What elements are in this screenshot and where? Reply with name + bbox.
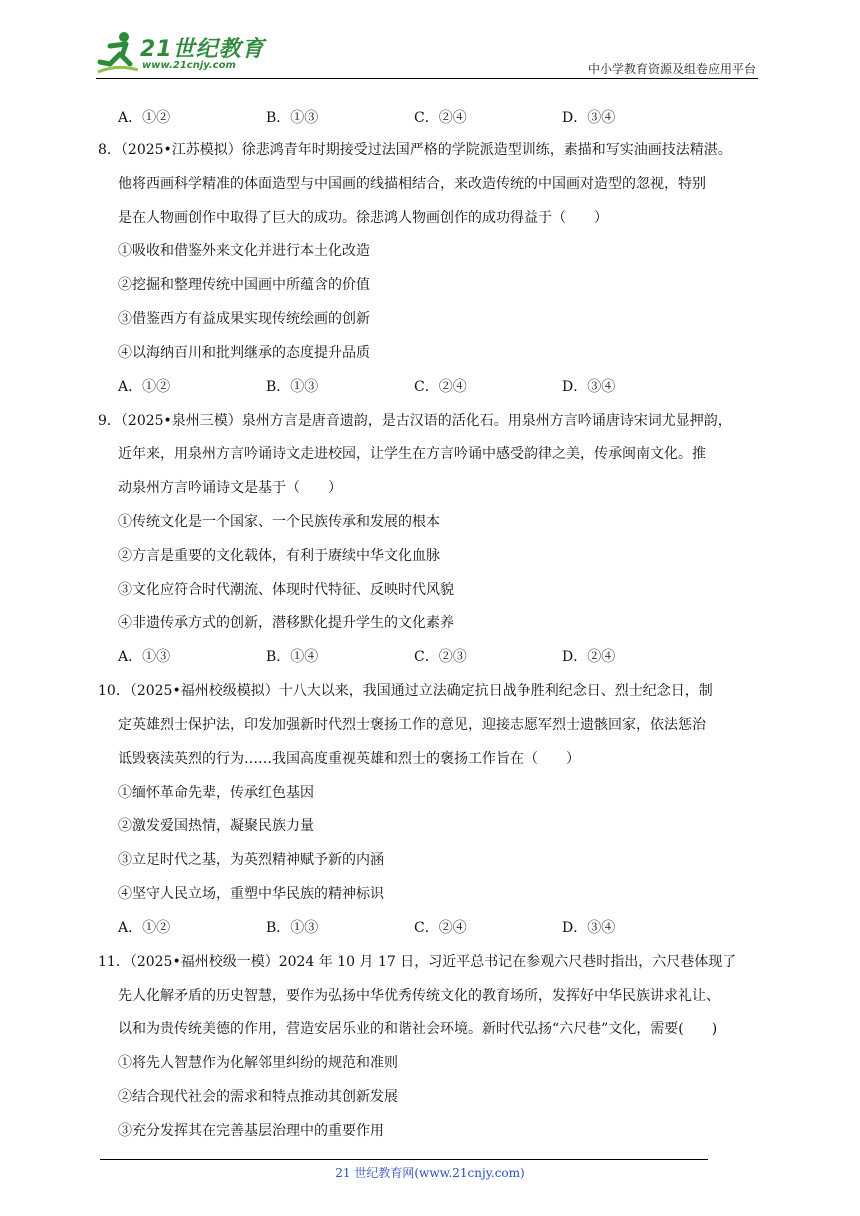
footer-link[interactable]: 21 世纪教育网(www.21cnjy.com) xyxy=(335,1166,525,1180)
statement-item: ②结合现代社会的需求和特点推动其创新发展 xyxy=(118,1088,398,1105)
statement-item: ④以海纳百川和批判继承的态度提升品质 xyxy=(118,344,370,361)
question-11 xyxy=(98,946,762,1149)
question-stem-line: 9．（2025•泉州三模）泉州方言是唐音遗韵，是古汉语的活化石。用泉州方言吟诵唐诗宋词尤显押韵， xyxy=(98,412,732,429)
answer-options xyxy=(98,371,762,405)
option-b: B．①④ xyxy=(266,649,319,666)
question-stem-line: 先人化解矛盾的历史智慧，要作为弘扬中华优秀传统文化的教育场所，发挥好中华民族讲求礼让、 xyxy=(118,987,720,1004)
question-stem-line: 以和为贵传统美德的作用，营造安居乐业的和谐社会环境。新时代弘扬“六尺巷”文化，需要( ) xyxy=(118,1021,718,1038)
statement-item: ②方言是重要的文化载体，有利于赓续中华文化血脉 xyxy=(118,547,440,564)
option-c: C．②④ xyxy=(414,110,467,126)
platform-name: 中小学教育资源及组卷应用平台 xyxy=(587,62,756,76)
header-divider xyxy=(96,78,758,79)
statement-item: ②激发爱国热情，凝聚民族力量 xyxy=(118,818,314,835)
question-stem-line: 11．（2025•福州校级一模）2024 年 10 月 17 日，习近平总书记在参观六尺巷时指出，六尺巷体现了 xyxy=(98,953,737,970)
statement-item: ①缅怀革命先辈，传承红色基因 xyxy=(118,784,314,801)
option-c: C．②③ xyxy=(414,649,467,666)
statement-item: ③借鉴西方有益成果实现传统绘画的创新 xyxy=(118,310,370,327)
running-person-icon xyxy=(96,30,140,76)
statement-item: ①传统文化是一个国家、一个民族传承和发展的根本 xyxy=(118,513,440,530)
option-d: D．③④ xyxy=(562,378,616,395)
option-b: B．①③ xyxy=(266,378,319,395)
question-list xyxy=(98,100,762,1149)
logo-url: www.21cnjy.com xyxy=(142,60,236,71)
question-stem-line: 定英雄烈士保护法，印发加强新时代烈士褒扬工作的意见，迎接志愿军烈士遗骸回家，依法惩治 xyxy=(118,716,706,733)
previous-question-options xyxy=(98,100,762,134)
question-9 xyxy=(98,405,762,676)
statement-item: ①将先人智慧作为化解邻里纠纷的规范和准则 xyxy=(118,1055,398,1072)
question-stem-line: 动泉州方言吟诵诗文是基于（ ） xyxy=(118,480,342,497)
option-c: C．②④ xyxy=(414,378,467,395)
option-d: D．③④ xyxy=(562,110,616,126)
option-a: A．①② xyxy=(118,110,171,126)
option-a: A．①② xyxy=(118,919,171,936)
answer-options xyxy=(98,641,762,675)
question-10 xyxy=(98,675,762,946)
statement-item: ②挖掘和整理传统中国画中所蕴含的价值 xyxy=(118,277,370,294)
statement-item: ④非遗传承方式的创新，潜移默化提升学生的文化素养 xyxy=(118,615,454,632)
question-stem-line: 8．（2025•江苏模拟）徐悲鸿青年时期接受过法国严格的学院派造型训练，素描和写实油画技法精湛。 xyxy=(98,142,732,158)
logo-text: 21世纪教育 xyxy=(140,37,265,62)
option-b: B．①③ xyxy=(266,110,319,126)
site-logo[interactable] xyxy=(96,30,265,78)
question-stem-line: 10．（2025•福州校级模拟）十八大以来，我国通过立法确定抗日战争胜利纪念日、烈士纪念日，制 xyxy=(98,683,713,700)
page-header xyxy=(0,0,860,80)
question-8 xyxy=(98,134,762,405)
question-stem-line: 他将西画科学精准的体面造型与中国画的线描相结合，来改造传统的中国画对造型的忽视，特别 xyxy=(118,175,706,192)
option-d: D．②④ xyxy=(562,649,616,666)
statement-item: ①吸收和借鉴外来文化并进行本土化改造 xyxy=(118,243,370,260)
statement-item: ③充分发挥其在完善基层治理中的重要作用 xyxy=(118,1122,384,1139)
option-a: A．①③ xyxy=(118,649,171,666)
statement-item: ③立足时代之基，为英烈精神赋予新的内涵 xyxy=(118,852,384,869)
option-c: C．②④ xyxy=(414,919,467,936)
question-stem-line: 是在人物画创作中取得了巨大的成功。徐悲鸿人物画创作的成功得益于（ ） xyxy=(118,209,608,226)
question-stem-line: 诋毁亵渎英烈的行为……我国高度重视英雄和烈士的褒扬工作旨在（ ） xyxy=(118,750,580,767)
option-a: A．①② xyxy=(118,378,171,395)
answer-options xyxy=(98,912,762,946)
statement-item: ④坚守人民立场，重塑中华民族的精神标识 xyxy=(118,885,384,902)
question-stem-line: 近年来，用泉州方言吟诵诗文走进校园，让学生在方言吟诵中感受韵律之美，传承闽南文化。推 xyxy=(118,446,706,463)
option-b: B．①③ xyxy=(266,919,319,936)
footer-divider xyxy=(100,1159,708,1160)
statement-item: ③文化应符合时代潮流、体现时代特征、反映时代风貌 xyxy=(118,581,454,598)
option-d: D．③④ xyxy=(562,919,616,936)
